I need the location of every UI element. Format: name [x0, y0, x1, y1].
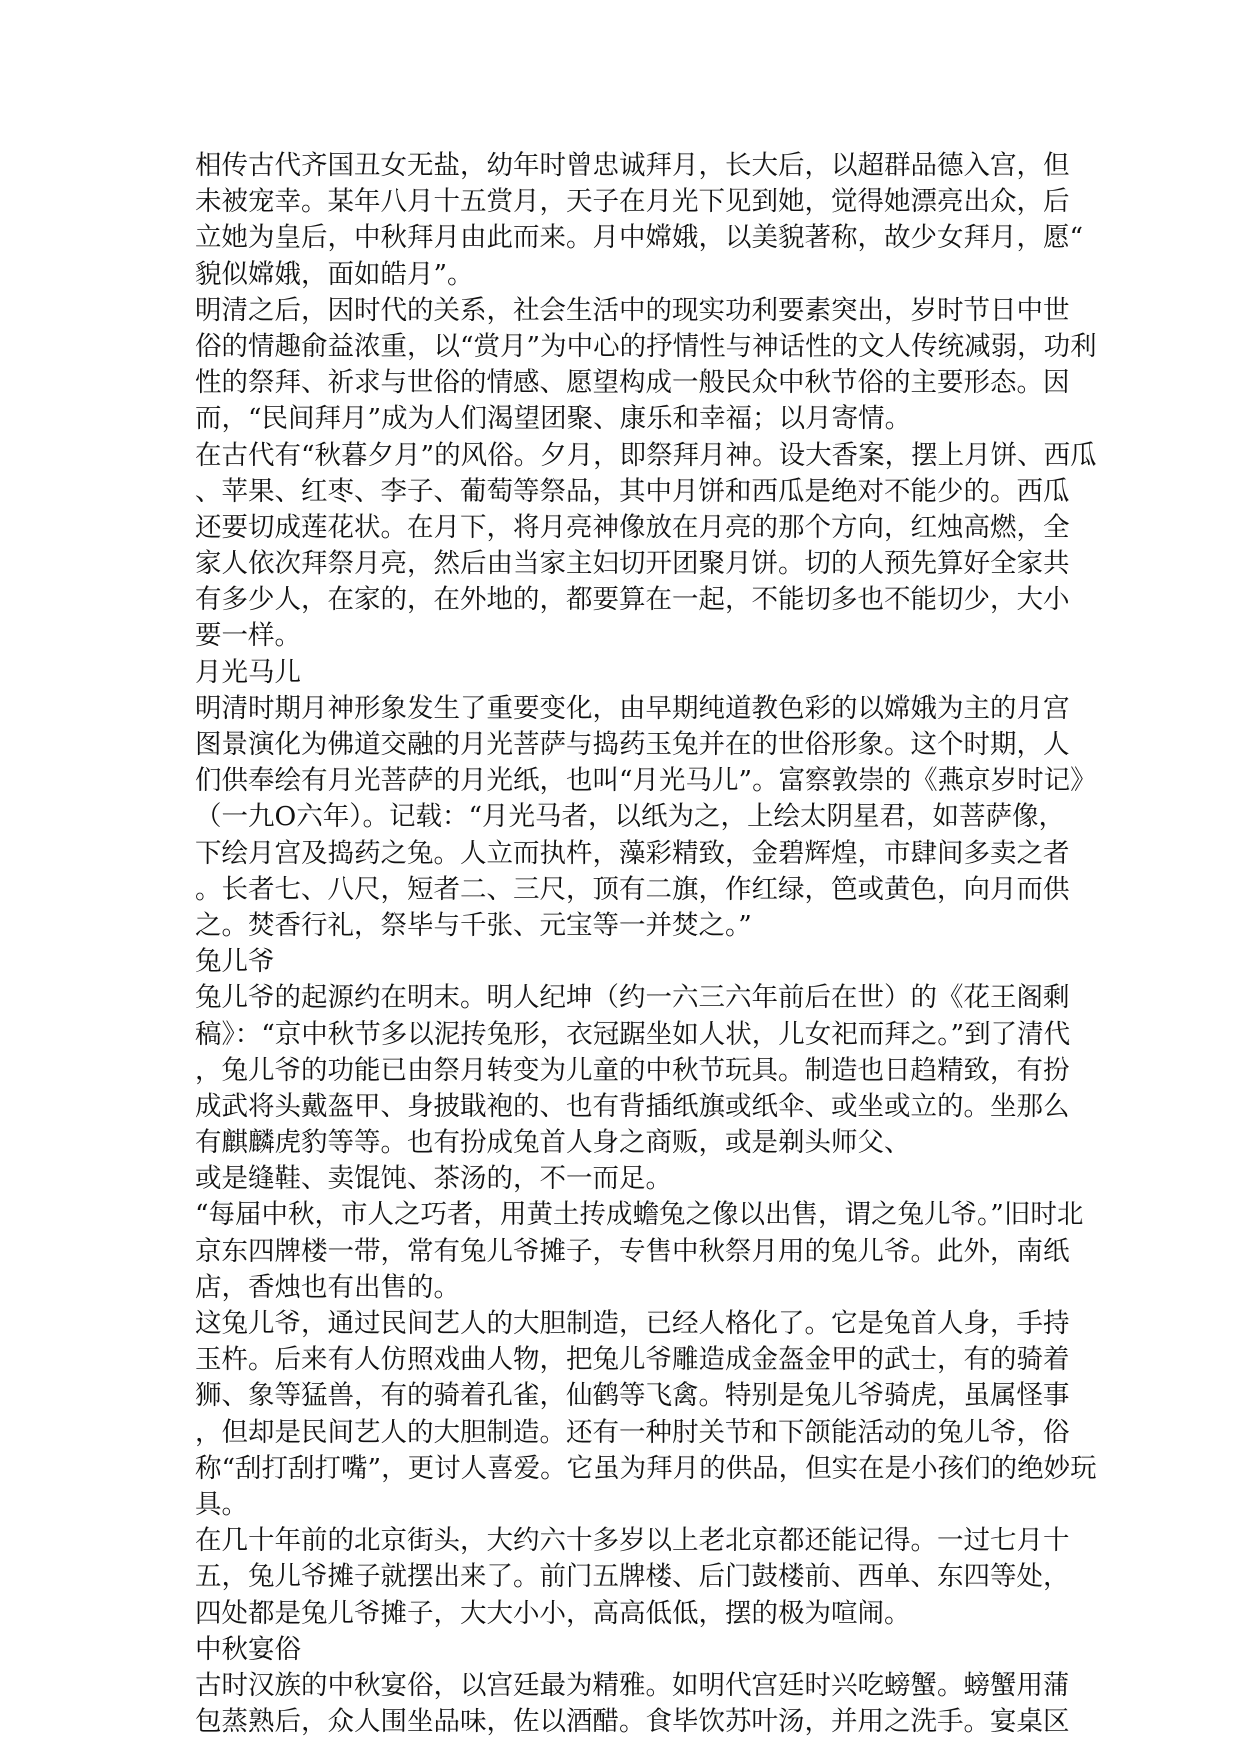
text-line: 俗的情趣俞益浓重，以“赏月”为中心的抒情性与神话性的文人传统减弱，功利 — [195, 330, 1097, 362]
text-line: 而，“民间拜月”成为人们渴望团聚、康乐和幸福；以月寄情。 — [195, 403, 912, 435]
text-line: 这兔儿爷，通过民间艺人的大胆制造，已经人格化了。它是兔首人身，手持 — [195, 1308, 1070, 1339]
text-line: 或是缝鞋、卖馄饨、茶汤的，不一而足。 — [195, 1163, 672, 1195]
text-line: 在古代有“秋暮夕月”的风俗。夕月，即祭拜月神。设大香案，摆上月饼、西瓜 — [195, 439, 1097, 471]
text-line: 、苹果、红枣、李子、葡萄等祭品，其中月饼和西瓜是绝对不能少的。西瓜 — [195, 475, 1070, 507]
text-line: 兔儿爷的起源约在明末。明人纪坤（约一六三六年前后在世）的《花王阁剩 — [195, 982, 1070, 1014]
text-line: ，兔儿爷的功能已由祭月转变为儿童的中秋节玩具。制造也日趋精致，有扮 — [195, 1054, 1070, 1086]
text-line: 明清之后，因时代的关系，社会生活中的现实功利要素突出，岁时节日中世 — [195, 294, 1070, 326]
text-line: 京东四牌楼一带，常有兔儿爷摊子，专售中秋祭月用的兔儿爷。此外，南纸 — [195, 1235, 1070, 1267]
text-line: “每届中秋，市人之巧者，用黄土抟成蟾兔之像以出售，谓之兔儿爷。”旧时北 — [195, 1199, 1084, 1231]
text-line: 稿》：“京中秋节多以泥抟兔形，衣冠踞坐如人状，儿女祀而拜之。”到了清代 — [195, 1018, 1071, 1050]
text-line: 貌似嫦娥，面如皓月”。 — [195, 258, 474, 290]
text-line: 还要切成莲花状。在月下，将月亮神像放在月亮的那个方向，红烛高燃，全 — [195, 511, 1070, 543]
text-line: 店，香烛也有出售的。 — [195, 1271, 460, 1303]
text-line: 成武将头戴盔甲、身披戢袍的、也有背插纸旗或纸伞、或坐或立的。坐那么 — [195, 1090, 1070, 1122]
text-line: 有多少人，在家的，在外地的，都要算在一起，不能切多也不能切少，大小 — [195, 584, 1070, 616]
text-line: 性的祭拜、祈求与世俗的情感、愿望构成一般民众中秋节俗的主要形态。因 — [195, 367, 1070, 399]
text-line: 。长者七、八尺，短者二、三尺，顶有二旗，作红绿，笆或黄色，向月而供 — [195, 873, 1070, 905]
text-line: 要一样。 — [195, 620, 301, 652]
section-heading: 中秋宴俗 — [195, 1633, 301, 1665]
text-line: 未被宠幸。某年八月十五赏月，天子在月光下见到她，觉得她漂亮出众，后 — [195, 186, 1070, 218]
text-line: 立她为皇后，中秋拜月由此而来。月中嫦娥，以美貌著称，故少女拜月，愿“ — [195, 222, 1084, 254]
section-heading: 兔儿爷 — [195, 946, 275, 978]
text-line: 五，兔儿爷摊子就摆出来了。前门五牌楼、后门鼓楼前、西单、东四等处， — [195, 1561, 1070, 1593]
text-line: 四处都是兔儿爷摊子，大大小小，高高低低，摆的极为喧闹。 — [195, 1597, 911, 1629]
text-line: 称“刮打刮打嘴”，更讨人喜爱。它虽为拜月的供品，但实在是小孩们的绝妙玩 — [195, 1452, 1097, 1484]
text-line: 相传古代齐国丑女无盐，幼年时曾忠诚拜月，长大后，以超群品德入宫，但 — [195, 150, 1070, 181]
text-line: 古时汉族的中秋宴俗，以宫廷最为精雅。如明代宫廷时兴吃螃蟹。螃蟹用蒲 — [195, 1669, 1070, 1701]
text-line: 家人依次拜祭月亮，然后由当家主妇切开团聚月饼。切的人预先算好全家共 — [195, 548, 1070, 580]
text-line: 包蒸熟后，众人围坐品味，佐以酒醋。食毕饮苏叶汤，并用之洗手。宴桌区 — [195, 1706, 1070, 1738]
text-line: （一九O六年）。记载：“月光马者，以纸为之，上绘太阴星君，如菩萨像， — [195, 801, 1066, 833]
document-page — [195, 148, 1097, 1740]
text-line: 狮、象等猛兽，有的骑着孔雀，仙鹤等飞禽。特别是兔儿爷骑虎，虽属怪事 — [195, 1380, 1070, 1412]
text-line: 图景演化为佛道交融的月光菩萨与捣药玉兔并在的世俗形象。这个时期，人 — [195, 729, 1070, 760]
text-line: 们供奉绘有月光菩萨的月光纸，也叫“月光马儿”。富察敦崇的《燕京岁时记》 — [195, 765, 1097, 797]
text-line: 有麒麟虎豹等等。也有扮成兔首人身之商贩，或是剃头师父、 — [195, 1127, 911, 1159]
text-line: 下绘月宫及捣药之兔。人立而执杵，藻彩精致，金碧辉煌，市肆间多卖之者 — [195, 837, 1070, 869]
text-line: 具。 — [195, 1488, 248, 1520]
text-line: 之。焚香行礼，祭毕与千张、元宝等一并焚之。” — [195, 909, 752, 941]
text-line: 玉杵。后来有人仿照戏曲人物，把兔儿爷雕造成金盔金甲的武士，有的骑着 — [195, 1344, 1070, 1376]
text-line: 在几十年前的北京街头，大约六十多岁以上老北京都还能记得。一过七月十 — [195, 1525, 1070, 1557]
text-line: 明清时期月神形象发生了重要变化，由早期纯道教色彩的以嫦娥为主的月宫 — [195, 692, 1070, 724]
text-line: ，但却是民间艺人的大胆制造。还有一种肘关节和下颌能活动的兔儿爷，俗 — [195, 1416, 1070, 1448]
section-heading: 月光马儿 — [195, 656, 301, 688]
